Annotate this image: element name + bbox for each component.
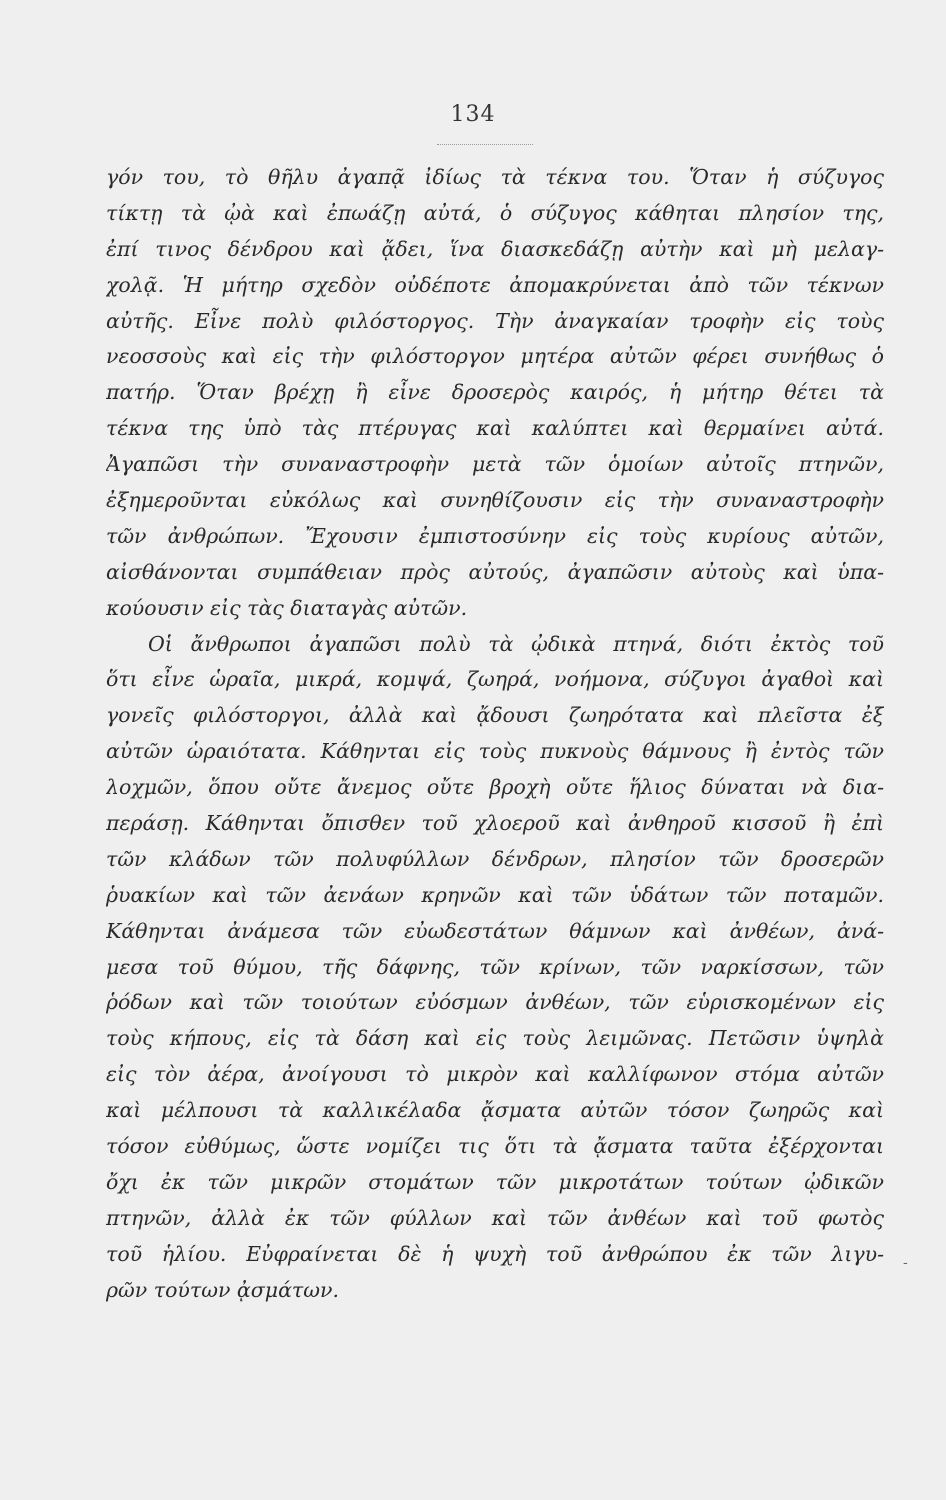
margin-mark: - (903, 1255, 908, 1271)
text-line: αὐτῶν ὡραιότατα. Κάθηνται εἰς τοὺς πυκνοὺς θάμνους ἢ ἐντὸς τῶν (106, 739, 884, 764)
text-line: ἐξημεροῦνται εὐκόλως καὶ συνηθίζουσιν εἰς τὴν συναναστροφὴν (106, 488, 884, 513)
text-line: νεοσσοὺς καὶ εἰς τὴν φιλόστοργον μητέρα αὐτῶν φέρει συνήθως ὁ (106, 344, 884, 369)
text-line: περάσῃ. Κάθηνται ὄπισθεν τοῦ χλοεροῦ καὶ ἀνθηροῦ κισσοῦ ἢ ἐπὶ (106, 811, 884, 836)
text-line: ἐπί τινος δένδρου καὶ ᾄδει, ἵνα διασκεδάζῃ αὐτὴν καὶ μὴ μελαγ- (106, 236, 884, 261)
text-line: ρῶν τούτων ᾀσμάτων. (106, 1277, 339, 1302)
text-line: χολᾷ. Ἡ μήτηρ σχεδὸν οὐδέποτε ἀπομακρύνεται ἀπὸ τῶν τέκνων (106, 272, 884, 297)
text-line: τοῦ ἡλίου. Εὐφραίνεται δὲ ἡ ψυχὴ τοῦ ἀνθρώπου ἐκ τῶν λιγυ- (106, 1241, 884, 1266)
page-number: 134 (450, 102, 496, 127)
text-line: κούουσιν εἰς τὰς διαταγὰς αὐτῶν. (106, 595, 468, 620)
text-line: τίκτῃ τὰ ᾠὰ καὶ ἐπωάζῃ αὐτά, ὁ σύζυγος κάθηται πλησίον της, (106, 200, 884, 225)
text-line: μεσα τοῦ θύμου, τῆς δάφνης, τῶν κρίνων, τῶν ναρκίσσων, τῶν (106, 954, 884, 979)
text-line: εἰς τὸν ἀέρα, ἀνοίγουσι τὸ μικρὸν καὶ καλλίφωνον στόμα αὐτῶν (106, 1062, 884, 1087)
text-line: Ἀγαπῶσι τὴν συναναστροφὴν μετὰ τῶν ὁμοίων αὐτοῖς πτηνῶν, (106, 452, 884, 477)
text-line: τοὺς κήπους, εἰς τὰ δάση καὶ εἰς τοὺς λειμῶνας. Πετῶσιν ὑψηλὰ (106, 1026, 884, 1051)
text-line: τέκνα της ὑπὸ τὰς πτέρυγας καὶ καλύπτει καὶ θερμαίνει αὐτά. (106, 416, 884, 441)
text-line: πατήρ. Ὅταν βρέχῃ ἢ εἶνε δροσερὸς καιρός, ἡ μήτηρ θέτει τὰ (106, 380, 884, 405)
text-line: γόν του, τὸ θῆλυ ἀγαπᾷ ἰδίως τὰ τέκνα του. Ὅταν ἡ σύζυγος (106, 165, 884, 189)
text-line: τῶν κλάδων τῶν πολυφύλλων δένδρων, πλησίον τῶν δροσερῶν (106, 846, 884, 871)
text-line: τόσον εὐθύμως, ὥστε νομίζει τις ὅτι τὰ ᾄσματα ταῦτα ἐξέρχονται (106, 1134, 884, 1159)
text-line: Κάθηνται ἀνάμεσα τῶν εὐωδεστάτων θάμνων καὶ ἀνθέων, ἀνά- (106, 918, 884, 943)
text-line: Οἱ ἄνθρωποι ἀγαπῶσι πολὺ τὰ ᾠδικὰ πτηνά, διότι ἐκτὸς τοῦ (148, 631, 884, 656)
text-line: πτηνῶν, ἀλλὰ ἐκ τῶν φύλλων καὶ τῶν ἀνθέων καὶ τοῦ φωτὸς (106, 1205, 884, 1230)
page-number-rule (437, 144, 533, 145)
text-line: ῥυακίων καὶ τῶν ἀενάων κρηνῶν καὶ τῶν ὑδάτων τῶν ποταμῶν. (106, 882, 884, 907)
text-line: τῶν ἀνθρώπων. Ἔχουσιν ἐμπιστοσύνην εἰς τοὺς κυρίους αὐτῶν, (106, 523, 884, 548)
text-line: ὅτι εἶνε ὡραῖα, μικρά, κομψά, ζωηρά, νοήμονα, σύζυγοι ἀγαθοὶ καὶ (106, 667, 884, 692)
text-line: ὄχι ἐκ τῶν μικρῶν στομάτων τῶν μικροτάτων τούτων ᾠδικῶν (106, 1169, 884, 1194)
body-text (106, 160, 884, 1309)
text-line: αἰσθάνονται συμπάθειαν πρὸς αὐτούς, ἀγαπῶσιν αὐτοὺς καὶ ὑπα- (106, 559, 884, 584)
text-line: λοχμῶν, ὅπου οὔτε ἄνεμος οὔτε βροχὴ οὔτε ἥλιος δύναται νὰ δια- (106, 775, 884, 800)
text-line: αὐτῆς. Εἶνε πολὺ φιλόστοργος. Τὴν ἀναγκαίαν τροφὴν εἰς τοὺς (106, 308, 884, 333)
text-line: ῥόδων καὶ τῶν τοιούτων εὐόσμων ἀνθέων, τῶν εὑρισκομένων εἰς (106, 990, 884, 1015)
text-line: γονεῖς φιλόστοργοι, ἀλλὰ καὶ ᾄδουσι ζωηρότατα καὶ πλεῖστα ἐξ (106, 703, 884, 728)
text-line: καὶ μέλπουσι τὰ καλλικέλαδα ᾄσματα αὐτῶν τόσον ζωηρῶς καὶ (106, 1098, 884, 1123)
